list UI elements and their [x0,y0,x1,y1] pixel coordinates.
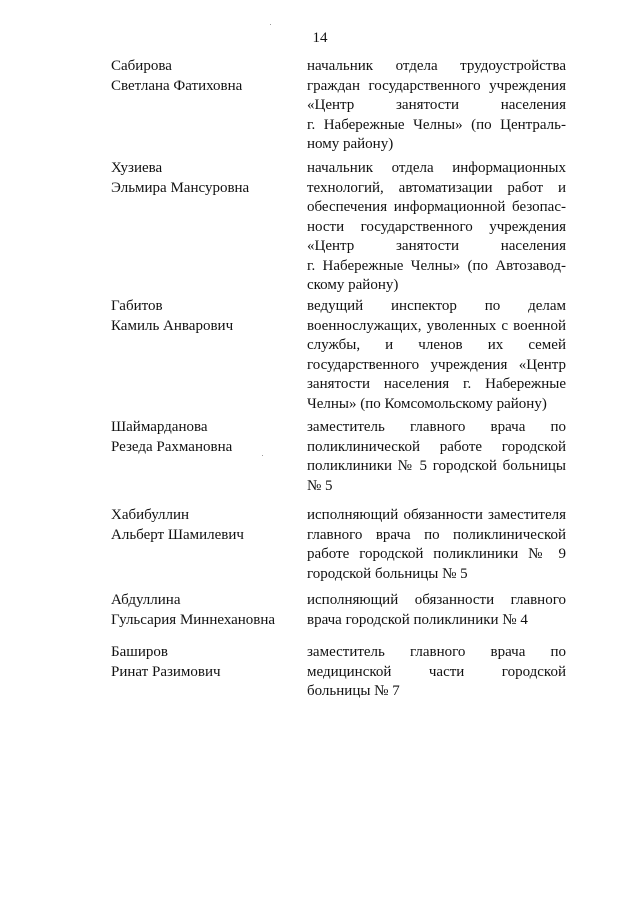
position-line: технологий, автоматизации работ и [307,179,566,196]
position-description [307,418,566,496]
position-line: работе городской поликлиники № 9 [307,546,566,562]
scan-speck [262,455,263,456]
position-line: врача городской поликлиники № 4 [307,611,528,628]
position-line: главного врача по поликлинической [307,526,566,543]
surname: Сабирова [111,58,172,74]
position-line: обеспечения информационной безопас- [307,199,566,215]
position-line: службы, и членов их семей [307,337,566,353]
surname: Абдуллина [111,592,181,608]
person-name [111,643,291,682]
scan-speck [270,24,271,25]
position-line: военнослужащих, уволенных с военной [307,317,566,334]
person-name [111,57,291,96]
surname: Хузиева [111,160,163,176]
person-name [111,159,291,198]
given-names: Альберт Шамилевич [111,526,244,543]
position-line: заместитель главного врача по [307,419,566,435]
position-line: ведущий инспектор по делам [307,298,566,314]
position-line: ному району) [307,136,394,152]
position-line: № 5 [307,477,333,494]
position-description [307,643,566,702]
person-name [111,506,291,545]
position-line: государственного учреждения «Центр [307,356,566,373]
given-names: Эльмира Мансуровна [111,179,250,196]
given-names: Камиль Анварович [111,317,234,334]
position-line: граждан государственного учреждения [307,77,566,94]
position-line: г. Набережные Челны» (по Автозавод- [307,257,566,274]
position-line: поликлиники № 5 городской больницы [307,458,566,474]
position-line: «Центр занятости населения [307,238,566,254]
position-line: занятости населения г. Набережные [307,376,566,392]
position-line: «Центр занятости населения [307,97,566,113]
person-name [111,297,291,336]
position-description [307,159,566,296]
position-description [307,591,566,630]
position-line: г. Набережные Челны» (по Централь- [307,116,566,133]
given-names: Ринат Разимович [111,663,221,680]
position-description [307,57,566,155]
surname: Баширов [111,644,168,660]
position-line: скому району) [307,277,399,293]
position-line: медицинской части городской [307,663,566,680]
position-line: городской больницы № 5 [307,565,468,582]
position-line: ности государственного учреждения [307,218,566,235]
person-name [111,591,291,630]
page-number: 14 [312,30,328,46]
person-name [111,418,291,457]
position-line: исполняющий обязанности главного [307,592,566,608]
position-line: Челны» (по Комсомольскому району) [307,395,547,412]
position-line: начальник отдела трудоустройства [307,58,566,74]
position-line: начальник отдела информационных [307,160,566,176]
position-line: исполняющий обязанности заместителя [307,507,566,523]
surname: Шаймарданова [111,419,208,435]
given-names: Резеда Рахмановна [111,438,233,455]
given-names: Гульсария Миннехановна [111,611,276,628]
position-line: заместитель главного врача по [307,644,566,660]
position-line: больницы № 7 [307,683,400,699]
surname: Хабибуллин [111,507,190,523]
position-description [307,506,566,584]
given-names: Светлана Фатиховна [111,77,243,94]
position-description [307,297,566,414]
position-line: поликлинической работе городской [307,438,566,455]
surname: Габитов [111,298,163,314]
